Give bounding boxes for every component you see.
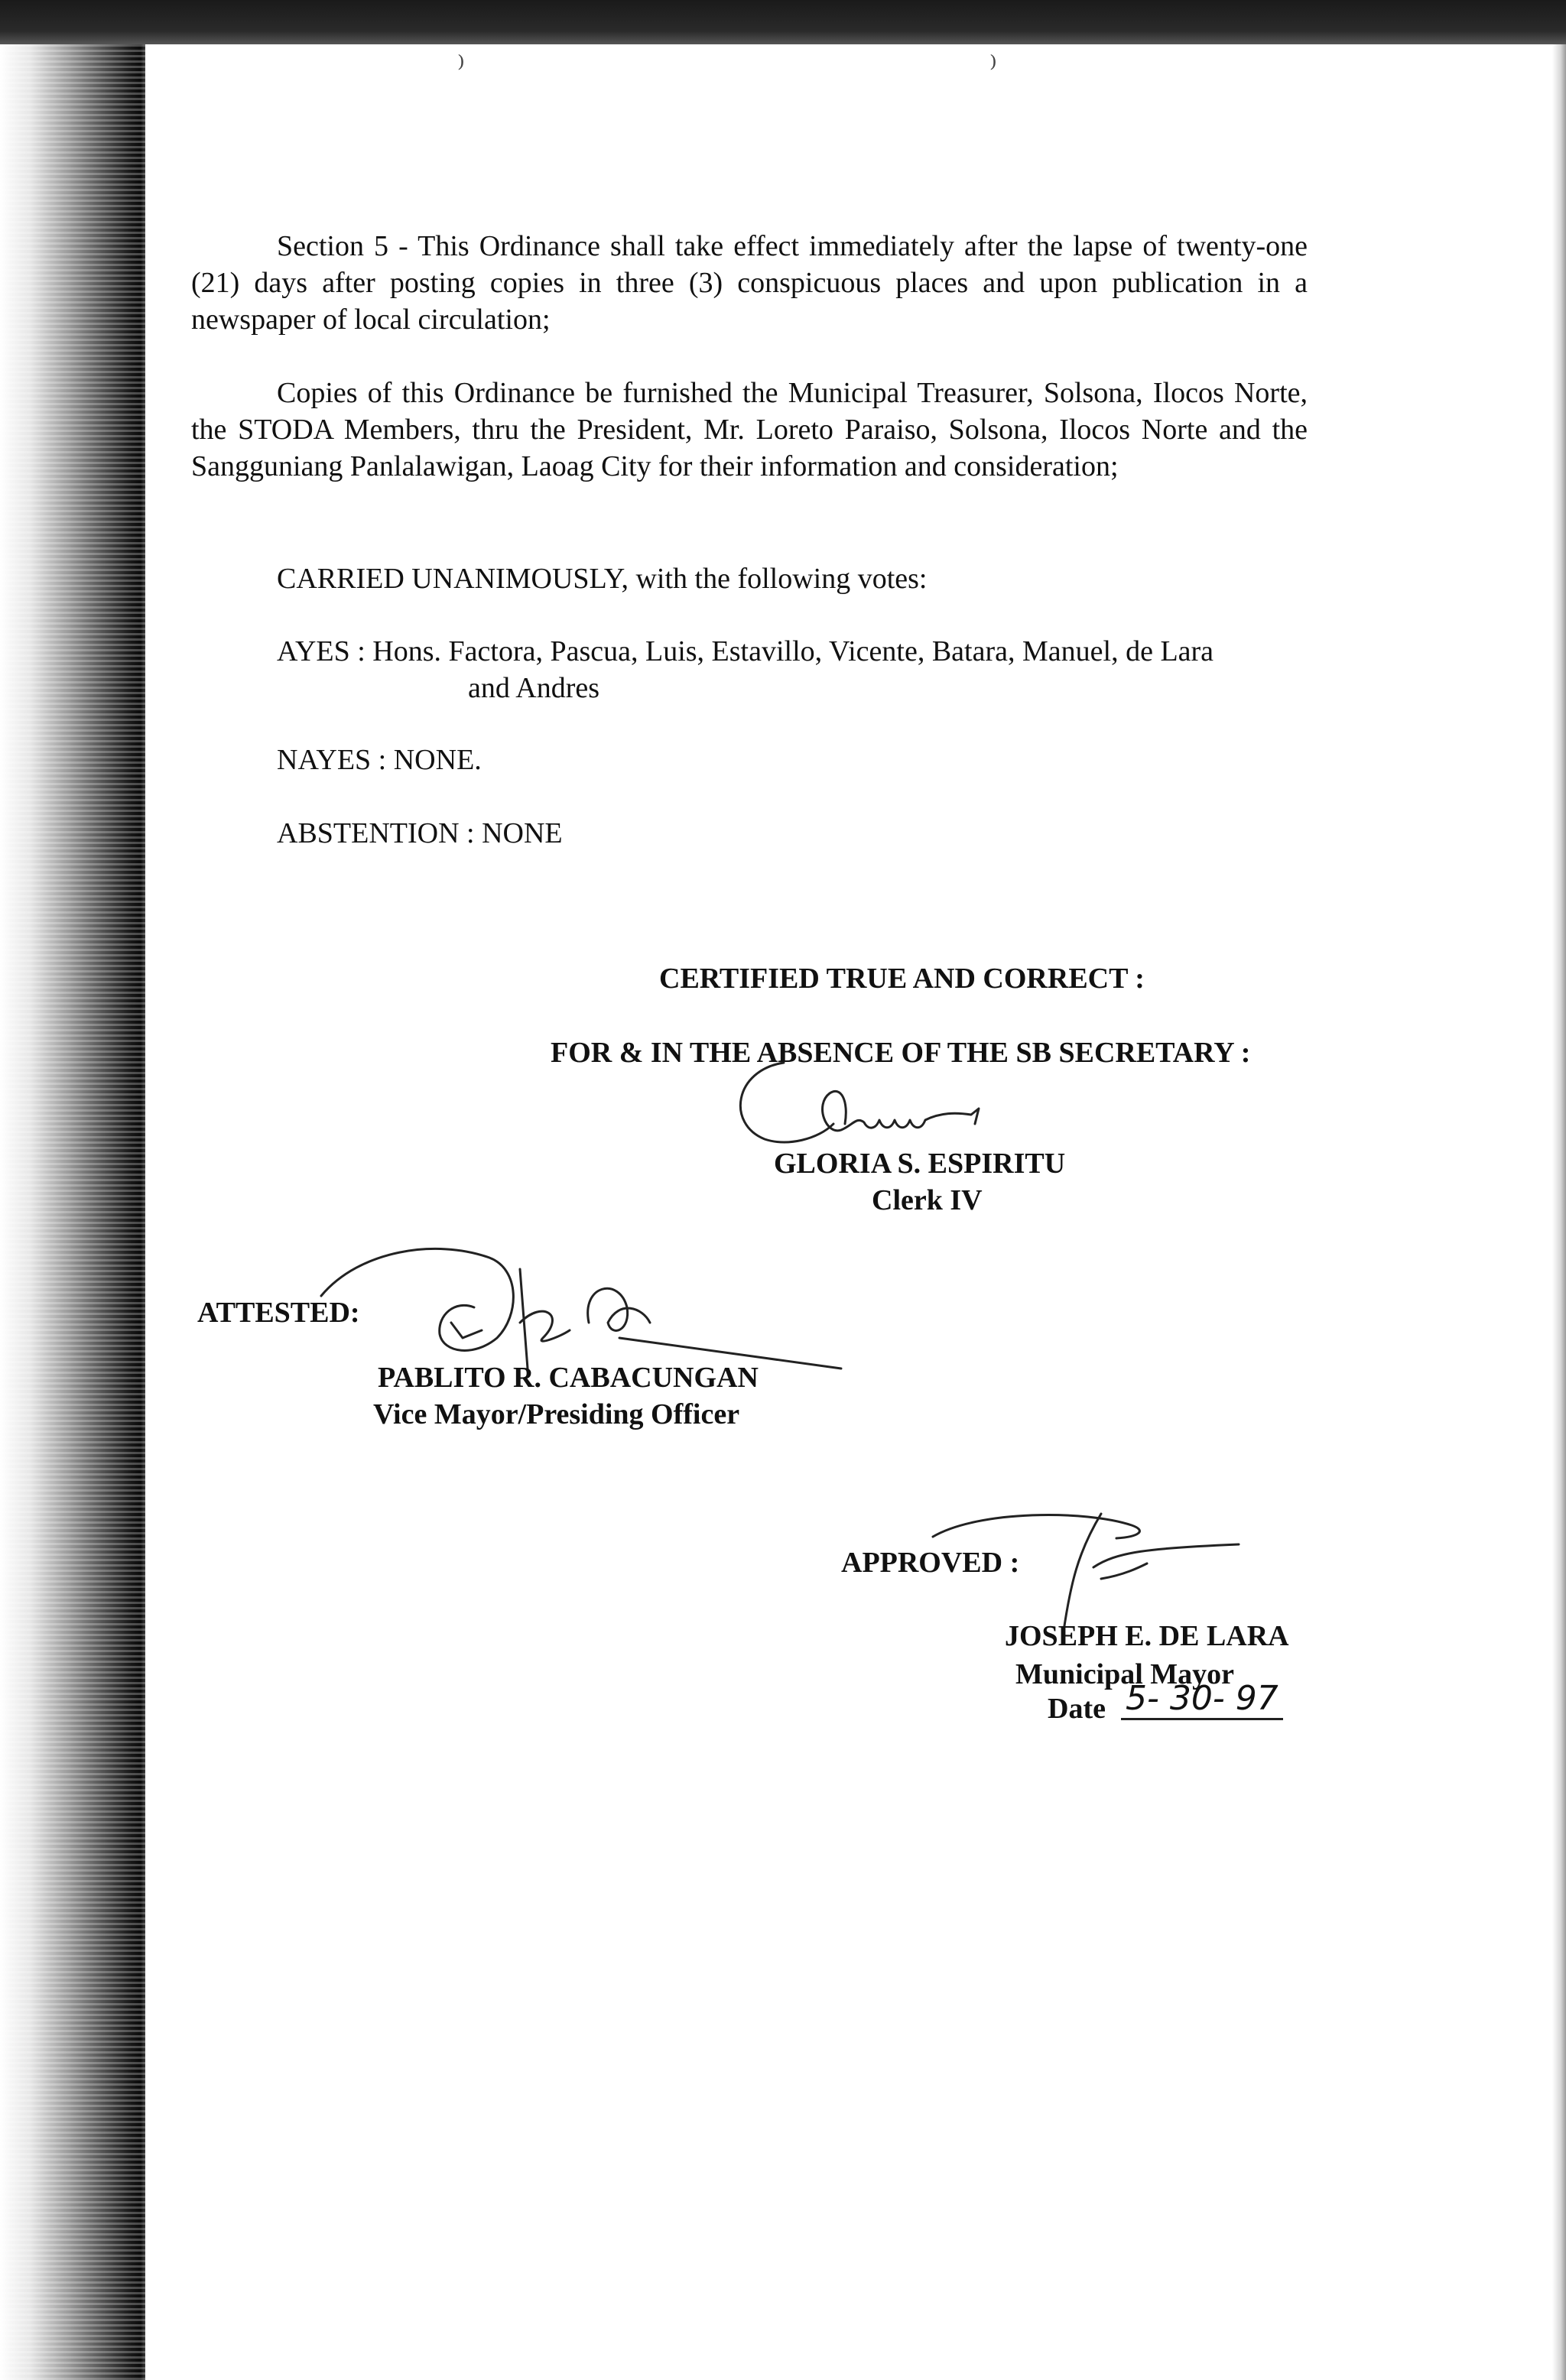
vice-mayor-name: PABLITO R. CABACUNGAN [378, 1362, 759, 1394]
scan-right-edge [1552, 44, 1566, 2380]
vice-mayor-title: Vice Mayor/Presiding Officer [373, 1398, 740, 1430]
mayor-name: JOSEPH E. DE LARA [1005, 1620, 1289, 1652]
nayes-line: NAYES : NONE. [277, 744, 482, 776]
vice-mayor-signature [291, 1223, 872, 1376]
date-handwritten-value: 5- 30- 97 [1121, 1679, 1283, 1720]
hole-punch-mark: ⁾ [989, 50, 997, 84]
carried-unanimously-line: CARRIED UNANIMOUSLY, with the following votes: [277, 563, 928, 595]
scan-left-binding-shadow [0, 44, 145, 2380]
approved-label: APPROVED : [841, 1547, 1020, 1579]
date-label: Date [1048, 1693, 1106, 1725]
clerk-title: Clerk IV [872, 1184, 983, 1216]
hole-punch-mark: ⁾ [457, 50, 465, 84]
copies-paragraph: Copies of this Ordinance be furnished the Municipal Treasurer, Solsona, Ilocos Norte, the STODA Members, thru the President, Mr. Loreto Paraiso, Solsona, Ilocos Norte and the Sangguniang Panlalawigan, Laoag City for their information and consideration; [191, 377, 1308, 482]
scan-top-border [0, 0, 1566, 44]
ayes-line: AYES : Hons. Factora, Pascua, Luis, Estavillo, Vicente, Batara, Manuel, de Lara [277, 635, 1214, 667]
certified-heading: CERTIFIED TRUE AND CORRECT : [659, 963, 1145, 995]
section-5-paragraph: Section 5 - This Ordinance shall take effect immediately after the lapse of twenty-one (21) days after posting copies in three (3) conspicuous places and upon publication in a newspaper of local circulation; [191, 230, 1308, 336]
attested-label: ATTESTED: [197, 1297, 360, 1329]
mayor-title: Municipal Mayor [1015, 1658, 1235, 1690]
clerk-name: GLORIA S. ESPIRITU [774, 1148, 1066, 1180]
abstention-line: ABSTENTION : NONE [277, 817, 563, 849]
for-absence-heading: FOR & IN THE ABSENCE OF THE SB SECRETARY : [551, 1037, 1251, 1069]
ayes-line-continued: and Andres [468, 672, 600, 704]
